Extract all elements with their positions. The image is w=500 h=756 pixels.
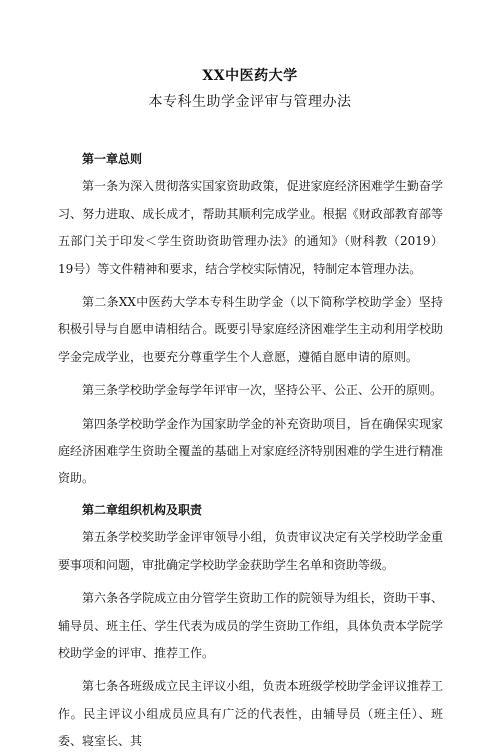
- article-paragraph: 第五条学校奖助学金评审领导小组，负责审议决定有关学校助学金重要事项和问题，审批确定学校助学金获助学生名单和资助等级。: [58, 530, 443, 572]
- article-paragraph: 第一条为深入贯彻落实国家资助政策，促进家庭经济困难学生勤奋学习、努力进取、成长成才，帮助其顺利完成学业。根据《财政部教育部等五部门关于印发＜学生资助资助管理办法》的通知》（财科教（2019）19号）等文件精神和要求，结合学校实际情况，特制定本管理办法。: [58, 179, 443, 276]
- chapter-heading: 第二章组织机构及职责: [82, 502, 203, 517]
- document-body: [58, 146, 443, 756]
- article-paragraph: 第三条学校助学金每学年评审一次，坚持公平、公正、公开的原则。: [82, 383, 443, 398]
- article-paragraph: 第四条学校助学金作为国家助学金的补充资助项目，旨在确保实现家庭经济困难学生资助全覆盖的基础上对家庭经济特别困难的学生进行精准资助。: [58, 416, 443, 486]
- article-paragraph: 第二条XX中医药大学本专科生助学金（以下简称学校助学金）坚持积极引导与自愿申请相结合。既要引导家庭经济困难学生主动利用学校助学金完成学业，也要充分尊重学生个人意愿，遵循自愿申请的原则。: [58, 295, 443, 364]
- article-paragraph: 第六条各学院成立由分管学生资助工作的院领导为组长，资助干事、辅导员、班主任、学生代表为成员的学生资助工作组，具体负责本学院学校助学金的评审、推荐工作。: [58, 591, 443, 660]
- chapter-heading: 第一章总则: [82, 152, 143, 166]
- document-title-regulation: 本专科生助学金评审与管理办法: [148, 94, 352, 110]
- article-paragraph: 第七条各班级成立民主评议小组，负责本班级学校助学金评议推荐工作。民主评议小组成员应具有广泛的代表性，由辅导员（班主任）、班委、寝室长、其: [58, 679, 443, 749]
- document-title-university: XX中医药大学: [202, 68, 298, 84]
